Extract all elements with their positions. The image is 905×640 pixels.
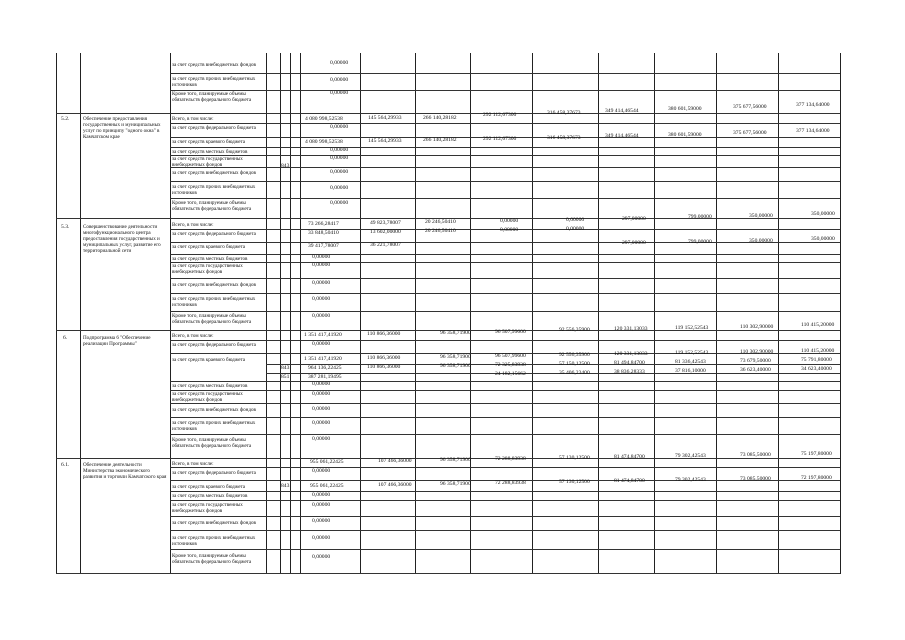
value-cell: 0,00000 xyxy=(330,200,349,206)
value-cell: 375 677,56000 xyxy=(733,104,767,110)
value-cell: 0,00000 xyxy=(312,554,331,560)
grid-line xyxy=(654,53,655,574)
section-number: 6.1. xyxy=(61,462,70,468)
value-cell: 120 331,13033 xyxy=(614,326,648,332)
value-cell: 375 677,56000 xyxy=(733,130,767,136)
value-cell: 799,00000 xyxy=(688,214,712,220)
section-code: 843 xyxy=(281,483,290,489)
value-cell: 0,00000 xyxy=(566,217,585,223)
grid-line xyxy=(300,53,301,574)
value-cell: 380 601,59000 xyxy=(668,132,702,138)
value-cell: 297,00000 xyxy=(622,216,646,222)
value-cell: 49 823,78007 xyxy=(370,220,401,226)
value-cell: 297,00000 xyxy=(622,240,646,246)
grid-line xyxy=(80,53,81,574)
section-title: Обеспечение деятельности Министерства экономического развития и торговли Камчатского края xyxy=(83,462,167,480)
row-label: Кроме того, планируемые объемы обязательств федерального бюджета xyxy=(172,437,252,449)
row-label: за счет средств прочих внебюджетных источников xyxy=(172,420,256,432)
value-cell: 0,00000 xyxy=(330,77,349,83)
value-cell: 380 601,59000 xyxy=(668,106,702,112)
value-cell: 72 288,83938 xyxy=(495,456,526,462)
row-label: за счет средств внебюджетных фондов xyxy=(172,170,256,176)
row-label: за счет средств государственных внебюджетных фондов xyxy=(172,391,243,403)
value-cell: 0,00000 xyxy=(500,218,519,224)
row-label: за счет средств внебюджетных фондов xyxy=(172,62,256,68)
row-line xyxy=(170,549,840,550)
value-cell: 316 458,37673 xyxy=(547,135,581,141)
value-cell: 107 466,36000 xyxy=(378,458,412,464)
value-cell: 349 414,46544 xyxy=(605,108,639,114)
row-line xyxy=(170,167,840,168)
value-cell: 96 358,71900 xyxy=(440,481,471,487)
grid-line xyxy=(840,53,841,574)
value-cell: 0,00000 xyxy=(312,535,331,541)
grid-line xyxy=(280,53,281,574)
value-cell: 110 866,36000 xyxy=(367,355,401,361)
value-cell: 0,00000 xyxy=(312,502,331,508)
row-line xyxy=(170,181,840,182)
value-cell: 377 134,64000 xyxy=(796,128,830,134)
row-line xyxy=(170,340,840,341)
value-cell: 0,00000 xyxy=(500,227,519,233)
value-cell: 0,00000 xyxy=(312,254,331,260)
grid-line xyxy=(266,53,267,574)
row-line xyxy=(170,381,840,382)
section-title: Обеспечение предоставления государственных и муниципальных услуг по принципу "одного окна" в Камчатском крае xyxy=(83,116,161,140)
value-cell: 13 602,00000 xyxy=(370,229,401,235)
value-cell: 79 302,42543 xyxy=(675,477,706,483)
row-label: за счет средств федерального бюджета xyxy=(172,342,256,348)
row-label: за счет средств государственных внебюджетных фондов xyxy=(172,156,243,167)
row-line xyxy=(170,242,840,243)
value-cell: 81 474,84700 xyxy=(614,478,645,484)
value-cell: 79 302,42543 xyxy=(675,453,706,459)
value-cell: 57 130,12500 xyxy=(559,479,590,485)
value-cell: 73 266,28417 xyxy=(308,221,339,227)
value-cell: 72 288,83938 xyxy=(495,480,526,486)
row-line xyxy=(170,530,840,531)
value-cell: 73 085,50000 xyxy=(740,452,771,458)
row-label: за счет средств федерального бюджета xyxy=(172,125,256,131)
row-line xyxy=(170,311,840,312)
row-label: Всего, в том числе: xyxy=(172,222,214,228)
value-cell: 0,00000 xyxy=(312,341,331,347)
value-cell: 266 140,28182 xyxy=(423,137,457,143)
value-cell: 350,00000 xyxy=(749,213,773,219)
grid-line xyxy=(56,53,57,574)
row-line xyxy=(170,278,840,279)
value-cell: 0,00000 xyxy=(312,420,331,426)
value-cell: 92 556,35900 xyxy=(559,352,590,358)
value-cell: 0,00000 xyxy=(312,296,331,302)
value-cell: 81 494,84700 xyxy=(614,360,645,366)
value-cell: 96 358,71900 xyxy=(440,457,471,463)
row-line xyxy=(170,73,840,74)
value-cell: 81 474,84700 xyxy=(614,454,645,460)
row-line xyxy=(170,403,840,404)
grid-line xyxy=(360,53,361,574)
row-line xyxy=(170,467,840,468)
value-cell: 0,00000 xyxy=(330,124,349,130)
value-cell: 110 302,90000 xyxy=(740,349,774,355)
row-label: Кроме того, планируемые объемы обязательств федерального бюджета xyxy=(172,91,252,103)
section-title: Подпрограмма 6 "Обеспечение реализации Программы" xyxy=(83,335,151,347)
value-cell: 96 358,71900 xyxy=(440,363,471,369)
value-cell: 350,00000 xyxy=(749,238,773,244)
row-label: за счет средств федерального бюджета xyxy=(172,231,256,237)
row-label: Всего, в том числе: xyxy=(172,333,214,339)
row-label: за счет средств государственных внебюджетных фондов xyxy=(172,502,243,514)
value-cell: 110 302,90000 xyxy=(740,324,774,330)
value-cell: 377 134,64000 xyxy=(796,102,830,108)
value-cell: 0,00000 xyxy=(566,226,585,232)
value-cell: 57 130,12500 xyxy=(559,455,590,461)
value-cell: 119 152,52543 xyxy=(675,350,709,356)
row-line xyxy=(170,254,840,255)
value-cell: 0,00000 xyxy=(330,147,349,153)
value-cell: 81 336,42543 xyxy=(675,359,706,365)
value-cell: 0,00000 xyxy=(330,155,349,161)
row-label: за счет средств краевого бюджета xyxy=(172,139,246,145)
value-cell: 316 458,37673 xyxy=(547,110,581,116)
value-cell: 0,00000 xyxy=(312,313,331,319)
value-cell: 119 152,52543 xyxy=(675,325,709,331)
row-line xyxy=(170,262,840,263)
value-cell: 110 415,20000 xyxy=(801,348,835,354)
grid-line xyxy=(470,53,471,574)
value-cell: 73 085,50000 xyxy=(740,476,771,482)
value-cell: 92 556,35900 xyxy=(559,327,590,333)
value-cell: 0,00000 xyxy=(330,90,349,96)
section-number: 5.2. xyxy=(61,116,70,122)
row-label: за счет средств местных бюджетов xyxy=(172,383,248,389)
section-title: Совершенствование деятельности многофункционального центра предоставления государственных и муниципальных услуг, развитие его территориальной сети xyxy=(83,224,161,254)
value-cell: 799,00000 xyxy=(688,239,712,245)
value-cell: 107 466,36000 xyxy=(378,482,412,488)
row-line xyxy=(170,198,840,199)
grid-line xyxy=(598,53,599,574)
row-code: 843 xyxy=(281,365,290,371)
value-cell: 37 816,10000 xyxy=(675,368,706,374)
row-label: Всего, в том числе: xyxy=(172,116,214,122)
value-cell: 33 848,50410 xyxy=(308,230,339,236)
value-cell: 349 414,46544 xyxy=(605,133,639,139)
value-cell: 75 197,80000 xyxy=(801,451,832,457)
row-line xyxy=(170,500,840,501)
row-line xyxy=(170,123,840,124)
value-cell: 292 112,67300 xyxy=(483,112,517,118)
row-label: за счет средств прочих внебюджетных источников xyxy=(172,535,256,547)
row-label: Кроме того, планируемые объемы обязательств федерального бюджета xyxy=(172,200,252,212)
value-cell: 20 246,50410 xyxy=(425,228,456,234)
row-label: за счет средств федерального бюджета xyxy=(172,470,256,476)
row-label: за счет средств внебюджетных фондов xyxy=(172,282,256,288)
row-label: за счет средств прочих внебюджетных источников xyxy=(172,184,256,196)
value-cell: 0,00000 xyxy=(312,391,331,397)
value-cell: 36 221,78007 xyxy=(370,242,401,248)
row-code: 851 xyxy=(281,374,290,380)
row-label: за счет средств местных бюджетов xyxy=(172,493,248,499)
row-label: Кроме того, планируемые объемы обязательств федерального бюджета xyxy=(172,313,252,325)
value-cell: 38 836,28333 xyxy=(614,369,645,375)
row-label: за счет средств внебюджетных фондов xyxy=(172,520,256,526)
row-label: за счет средств местных бюджетов xyxy=(172,256,248,262)
row-line xyxy=(170,516,840,517)
value-cell: 350,00000 xyxy=(811,236,835,242)
row-label: за счет средств внебюджетных фондов xyxy=(172,407,256,413)
value-cell: 0,00000 xyxy=(312,406,331,412)
value-cell: 39 417,78007 xyxy=(308,243,339,249)
value-cell: 24 182,15662 xyxy=(495,371,526,377)
value-cell: 96 358,71900 xyxy=(440,354,471,360)
value-cell: 0,00000 xyxy=(330,185,349,191)
value-cell: 34 623,40000 xyxy=(801,366,832,372)
value-cell: 350,00000 xyxy=(811,211,835,217)
grid-line xyxy=(290,53,291,574)
row-label: Кроме того, планируемые объемы обязательств федерального бюджета xyxy=(172,553,252,565)
row-label: за счет средств краевого бюджета xyxy=(172,244,246,250)
grid-line xyxy=(170,53,171,574)
value-cell: 964 136,22425 xyxy=(308,365,342,371)
grid-line xyxy=(778,53,779,574)
value-cell: 0,00000 xyxy=(330,169,349,175)
row-line xyxy=(170,434,840,435)
value-cell: 0,00000 xyxy=(312,262,331,268)
row-line xyxy=(170,155,840,156)
value-cell: 955 061,22425 xyxy=(310,483,344,489)
grid-line xyxy=(415,53,416,574)
value-cell: 0,00000 xyxy=(312,518,331,524)
row-line xyxy=(170,417,840,418)
value-cell: 110 866,36000 xyxy=(367,331,401,337)
value-cell: 0,00000 xyxy=(312,381,331,387)
row-line xyxy=(170,293,840,294)
value-cell: 96 358,71900 xyxy=(440,330,471,336)
row-line xyxy=(170,390,840,391)
value-cell: 110 866,36000 xyxy=(367,364,401,370)
row-label: за счет средств краевого бюджета xyxy=(172,357,246,363)
value-cell: 20 246,50410 xyxy=(425,219,456,225)
row-label: Всего, в том числе: xyxy=(172,461,214,467)
value-cell: 0,00000 xyxy=(312,492,331,498)
value-cell: 1 351 417,41920 xyxy=(304,356,342,362)
value-cell: 75 791,80000 xyxy=(801,357,832,363)
value-cell: 1 351 417,41920 xyxy=(304,332,342,338)
row-label: за счет средств местных бюджетов xyxy=(172,149,248,155)
section-number: 5.3. xyxy=(61,224,70,230)
row-label: за счет средств государственных внебюджетных фондов xyxy=(172,263,243,275)
row-label: за счет средств краевого бюджета xyxy=(172,484,246,490)
value-cell: 4 080 998,52538 xyxy=(305,116,343,122)
grid-line xyxy=(532,53,533,574)
value-cell: 0,00000 xyxy=(312,280,331,286)
section-code: 843 xyxy=(281,163,290,169)
row-line xyxy=(56,573,840,574)
value-cell: 0,00000 xyxy=(312,468,331,474)
value-cell: 72 325,83938 xyxy=(495,362,526,368)
grid-line xyxy=(716,53,717,574)
value-cell: 266 140,28182 xyxy=(423,115,457,121)
value-cell: 0,00000 xyxy=(312,436,331,442)
value-cell: 387 281,19495 xyxy=(308,374,342,380)
section-number: 6. xyxy=(63,335,68,341)
row-line xyxy=(56,113,840,114)
value-cell: 96 507,99600 xyxy=(495,329,526,335)
value-cell: 955 061,22425 xyxy=(310,459,344,465)
value-cell: 4 080 998,52538 xyxy=(305,139,343,145)
value-cell: 110 415,20000 xyxy=(801,322,835,328)
value-cell: 72 197,80000 xyxy=(801,475,832,481)
value-cell: 73 679,50000 xyxy=(740,358,771,364)
value-cell: 145 564,29933 xyxy=(368,115,402,121)
value-cell: 36 623,40000 xyxy=(740,367,771,373)
value-cell: 292 112,67300 xyxy=(483,136,517,142)
value-cell: 57 150,12500 xyxy=(559,361,590,367)
value-cell: 96 507,99600 xyxy=(495,353,526,359)
row-line xyxy=(170,90,840,91)
row-label: за счет средств прочих внебюджетных источников xyxy=(172,296,256,308)
value-cell: 0,00000 xyxy=(330,60,349,66)
value-cell: 120 331,13033 xyxy=(614,351,648,357)
value-cell: 145 564,29933 xyxy=(368,138,402,144)
row-label: за счет средств прочих внебюджетных источников xyxy=(172,76,256,88)
row-line xyxy=(170,491,840,492)
row-line xyxy=(170,147,840,148)
value-cell: 35 406,23400 xyxy=(559,370,590,376)
